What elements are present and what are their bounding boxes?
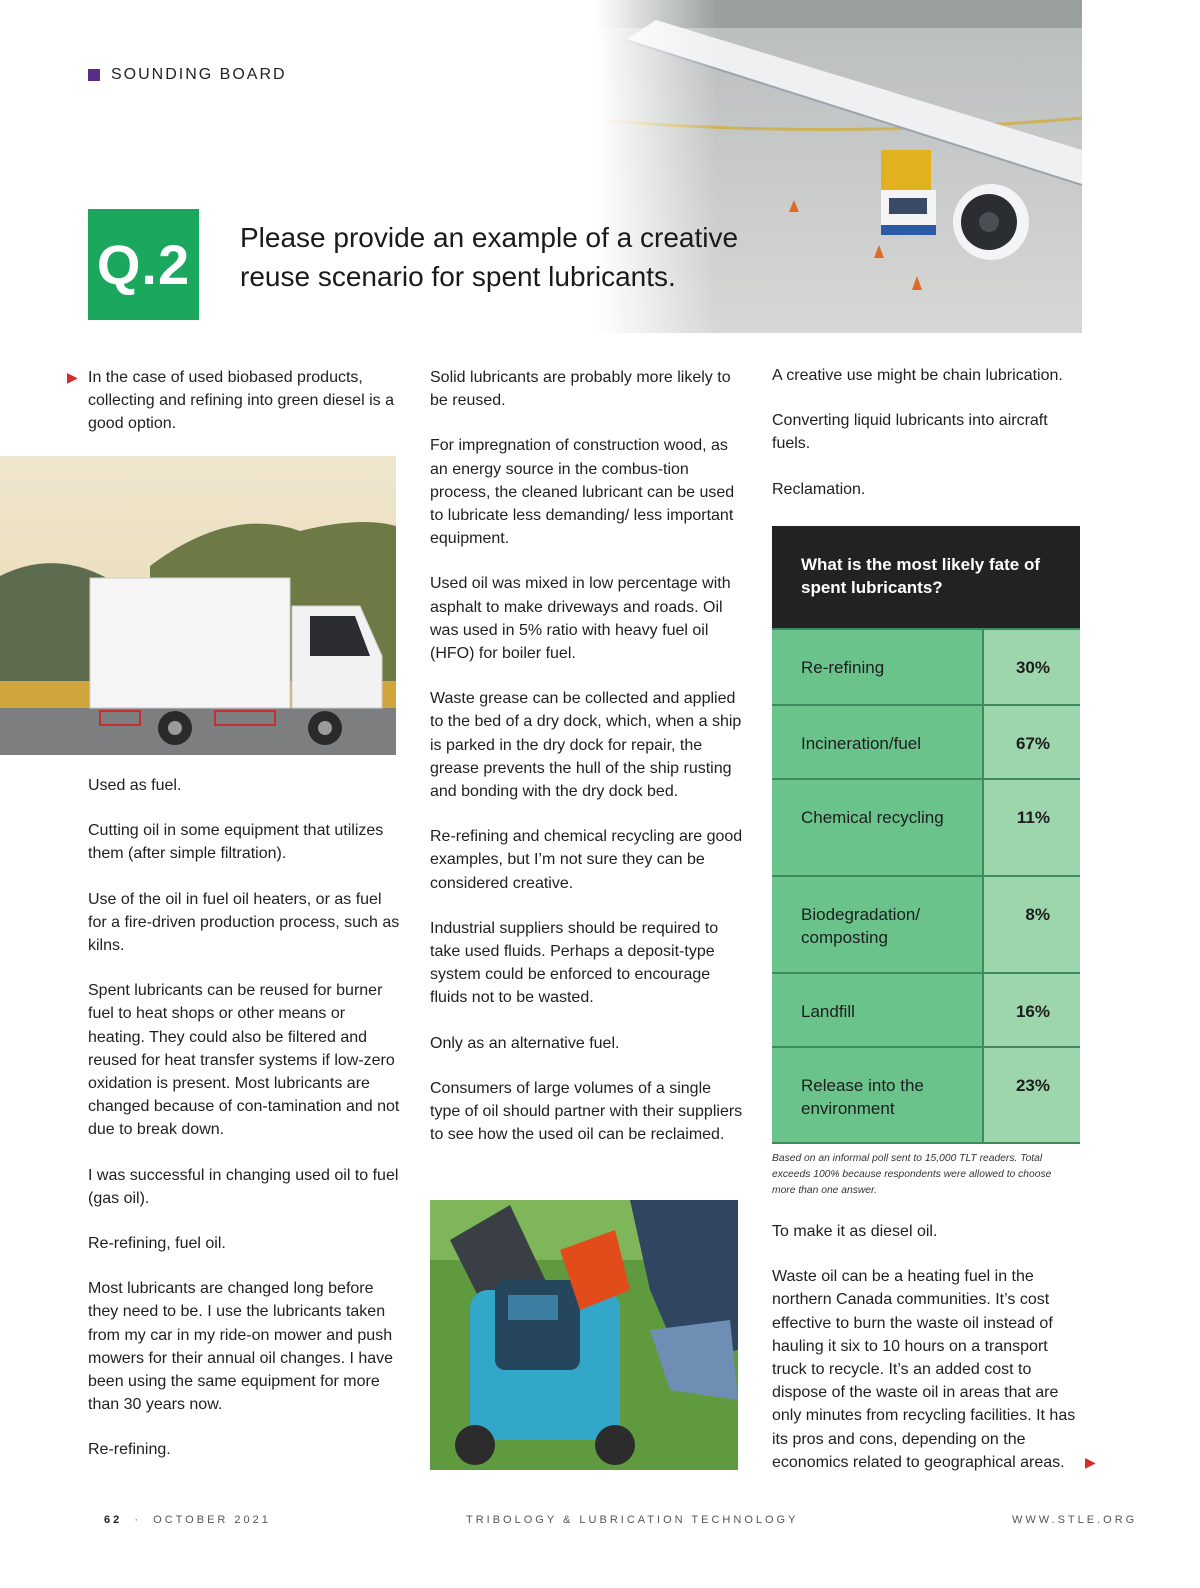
column1-paragraph: Cutting oil in some equipment that utilizes them (after simple filtration). — [88, 822, 384, 863]
column1-intro-text: In the case of used biobased products, collecting and refining into green diesel is a good option. — [88, 369, 394, 433]
poll-row-value: 30% — [982, 630, 1080, 704]
column2-paragraph: Used oil was mixed in low percentage with asphalt to make driveways and roads. Oil was used in 5% ratio with heavy fuel oil (HFO) for boiler fuel. — [430, 575, 731, 663]
website-link[interactable]: WWW.STLE.ORG — [1012, 1514, 1138, 1526]
column1-intro — [67, 366, 397, 458]
column1-text — [88, 774, 400, 1484]
question-title-line1: Please provide an example of a creative — [240, 222, 739, 253]
column3-paragraph: A creative use might be chain lubrication. — [772, 367, 1063, 384]
poll-row-value: 67% — [982, 706, 1080, 778]
poll-row-label: Landfill — [772, 974, 982, 1046]
page-number: 62 — [104, 1514, 123, 1526]
footer-dot: · — [128, 1514, 148, 1526]
poll-row-label: Chemical recycling — [772, 780, 982, 875]
truck-photo — [0, 456, 396, 755]
poll-row — [772, 704, 1080, 778]
column3-paragraph: Converting liquid lubricants into aircraft fuels. — [772, 412, 1048, 453]
poll-table — [772, 526, 1080, 1144]
issue-date: OCTOBER 2021 — [153, 1514, 271, 1526]
poll-row-value: 16% — [982, 974, 1080, 1046]
section-label — [88, 66, 287, 84]
column1-paragraph: I was successful in changing used oil to fuel (gas oil). — [88, 1166, 399, 1207]
red-arrow-icon: ▶ — [67, 369, 78, 385]
column1-paragraph: Spent lubricants can be reused for burner fuel to heat shops or other means or heating. They could also be filtered and reused for heat transfer systems if low-zero oxidation is present. Most lubricants are changed because of con-tamination and not due to break down. — [88, 982, 400, 1139]
poll-row-value: 8% — [982, 877, 1080, 972]
poll-question: What is the most likely fate of spent lubricants? — [772, 526, 1080, 628]
column3-bottom-text — [772, 1220, 1084, 1474]
column2-text — [430, 366, 745, 1168]
poll-row-label: Re-refining — [772, 630, 982, 704]
column1-paragraph: Used as fuel. — [88, 777, 182, 794]
column1-paragraph: Use of the oil in fuel oil heaters, or as fuel for a fire-driven production process, such as kilns. — [88, 890, 400, 955]
poll-row-value: 11% — [982, 780, 1080, 875]
question-title-line2: reuse scenario for spent lubricants. — [240, 261, 676, 292]
column1-paragraph: Re-refining, fuel oil. — [88, 1235, 226, 1253]
column2-paragraph: Solid lubricants are probably more likely to be reused. — [430, 369, 731, 410]
magazine-name: TRIBOLOGY & LUBRICATION TECHNOLOGY — [466, 1514, 799, 1526]
poll-row — [772, 972, 1080, 1046]
poll-row-label: Release into the environment — [772, 1048, 982, 1142]
section-square-icon — [88, 69, 100, 81]
column1-paragraph: Most lubricants are changed long before they need to be. I use the lubricants taken from my car in my ride-on mower and push mowers for their annual oil changes. I have been using the same equipment for more than 30 years now. — [88, 1280, 394, 1414]
column3-paragraph: Waste oil can be a heating fuel in the northern Canada communities. It’s cost effective to burn the waste oil instead of hauling it six to 10 hours on a transport truck to recycle. It’s an added cost to dispose of the waste oil in areas that are only minutes from recycling facilities. It has its pros and cons, depending on the economics related to geographical areas. — [772, 1268, 1076, 1471]
column1-paragraph: Re-refining. — [88, 1441, 171, 1459]
poll-row-label: Biodegradation/ composting — [772, 877, 982, 972]
column3-paragraph: To make it as diesel oil. — [772, 1223, 938, 1240]
footer-left — [104, 1514, 271, 1526]
section-title: SOUNDING BOARD — [111, 66, 287, 83]
continue-arrow-icon: ▶ — [1085, 1454, 1096, 1470]
poll-footnote: Based on an informal poll sent to 15,000 TLT readers. Total exceeds 100% because respondents were allowed to choose more than one answer. — [772, 1153, 1052, 1196]
column3-paragraph: Reclamation. — [772, 480, 866, 498]
lawn-mower-photo — [430, 1200, 738, 1470]
column2-paragraph: Only as an alternative fuel. — [430, 1034, 620, 1052]
poll-row — [772, 628, 1080, 704]
poll-row-value: 23% — [982, 1048, 1080, 1142]
question-title — [240, 218, 800, 296]
column2-paragraph: Consumers of large volumes of a single type of oil should partner with their suppliers to see how the used oil can be reclaimed. — [430, 1079, 743, 1144]
column2-paragraph: Re-refining and chemical recycling are good examples, but I’m not sure they can be considered creative. — [430, 828, 743, 892]
column2-paragraph: Waste grease can be collected and applied to the bed of a dry dock, which, when a ship is parked in the dry dock for repair, the grease prevents the hull of the ship rusting and bonding with the dry dock bed. — [430, 690, 742, 801]
poll-row — [772, 778, 1080, 875]
column2-paragraph: For impregnation of construction wood, as an energy source in the combus-tion process, the cleaned lubricant can be used to lubricate less demanding/ less important equipment. — [430, 437, 735, 548]
column3-top-text — [772, 364, 1084, 523]
poll-row — [772, 1046, 1080, 1144]
poll-row-label: Incineration/fuel — [772, 706, 982, 778]
question-number-badge: Q.2 — [88, 209, 199, 320]
poll-row — [772, 875, 1080, 972]
column2-paragraph: Industrial suppliers should be required to take used fluids. Perhaps a deposit-type system could be enforced to encourage fluids not to be wasted. — [430, 919, 719, 1007]
